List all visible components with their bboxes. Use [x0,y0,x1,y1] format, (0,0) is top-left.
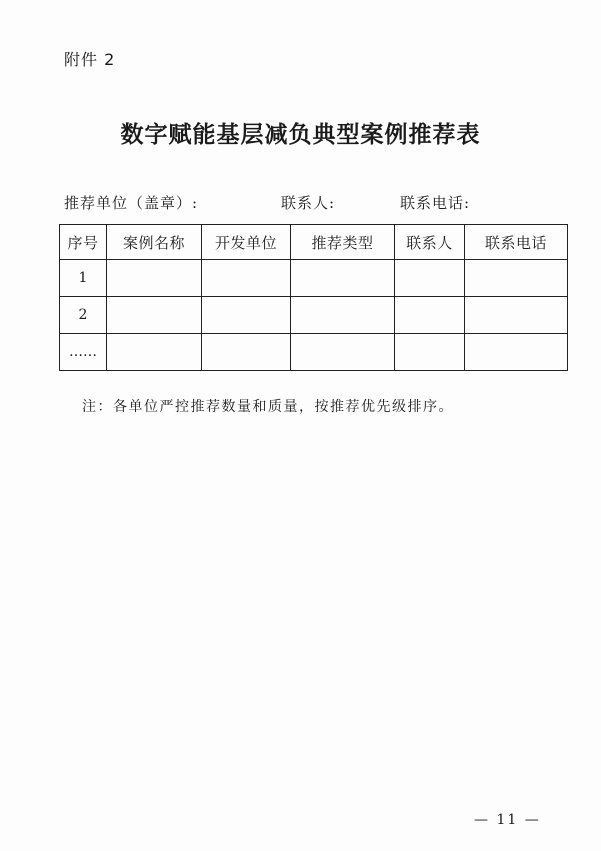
cell-case-name [107,260,202,297]
header-developer: 开发单位 [202,225,291,260]
form-title: 数字赋能基层减负典型案例推荐表 [120,121,481,148]
cell-index: 1 [60,260,107,297]
table-row [60,334,568,371]
header-case-name: 案例名称 [107,225,202,260]
cell-recommend-type [291,260,395,297]
cell-contact-phone [465,297,568,334]
cell-index: 2 [60,297,107,334]
cell-case-name [107,297,202,334]
attachment-label: 附件 2 [64,50,116,69]
cell-contact-person [395,297,465,334]
cell-index: …… [60,334,107,371]
recommendation-table [59,224,568,371]
cell-contact-phone [465,334,568,371]
header-contact-phone: 联系电话 [465,225,568,260]
footnote: 注：各单位严控推荐数量和质量，按推荐优先级排序。 [82,399,454,415]
header-contact-person: 联系人 [395,225,465,260]
header-recommend-type: 推荐类型 [291,225,395,260]
cell-developer [202,334,291,371]
table-row [60,297,568,334]
recommending-unit-label: 推荐单位（盖章）: [64,194,199,212]
header-index: 序号 [60,225,107,260]
contact-phone-label: 联系电话: [400,194,471,212]
cell-contact-person [395,260,465,297]
contact-person-label: 联系人: [281,194,336,212]
page-number: — 11 — [474,812,541,828]
cell-developer [202,297,291,334]
cell-contact-phone [465,260,568,297]
cell-recommend-type [291,334,395,371]
cell-case-name [107,334,202,371]
cell-developer [202,260,291,297]
cell-recommend-type [291,297,395,334]
table-row [60,260,568,297]
table-header-row [60,225,568,260]
cell-contact-person [395,334,465,371]
